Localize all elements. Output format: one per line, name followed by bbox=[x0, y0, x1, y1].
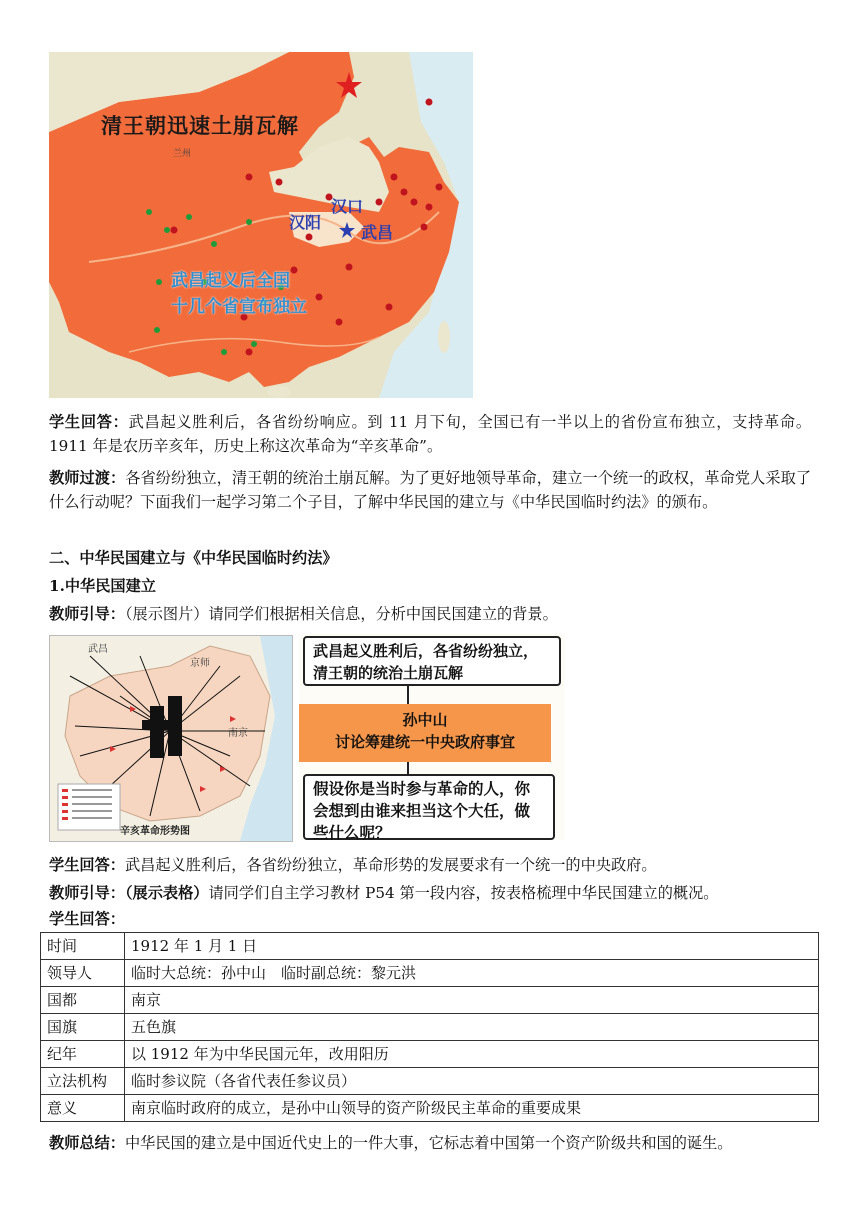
para-label: 教师引导： bbox=[49, 605, 125, 623]
flow-connector-2 bbox=[407, 762, 409, 774]
xinhai-map-caption: 辛亥革命形势图 bbox=[120, 826, 190, 837]
section-heading: 二、中华民国建立与《中华民国临时约法》 bbox=[49, 549, 338, 567]
para-label: 教师引导： bbox=[49, 884, 125, 902]
flow-box-sun-yatsen bbox=[299, 704, 551, 762]
para-text: 请同学们自主学习教材 P54 第一段内容，按表格梳理中华民国建立的概况。 bbox=[208, 884, 719, 902]
para-label: 学生回答： bbox=[49, 413, 129, 431]
table-key-cell: 时间 bbox=[41, 933, 125, 960]
table-value-cell: 南京 bbox=[125, 987, 819, 1014]
para-text: 各省纷纷独立，清王朝的统治土崩瓦解。为了更好地领导革命，建立一个统一的政权，革命党人采取了什么行动呢？下面我们一起学习第二个子目，了解中华民国的建立与《中华民国临时约法》的颁布。 bbox=[49, 469, 812, 511]
teacher-transition bbox=[49, 466, 811, 514]
xinhai-revolution-map bbox=[49, 635, 293, 842]
table-key-cell: 国都 bbox=[41, 987, 125, 1014]
table-key-cell: 意义 bbox=[41, 1095, 125, 1122]
student-answer-1 bbox=[49, 410, 811, 458]
para-label: 教师总结： bbox=[49, 1134, 125, 1152]
student-answer-3 bbox=[49, 907, 811, 931]
table-row bbox=[41, 1068, 819, 1095]
para-label: 教师过渡： bbox=[49, 469, 126, 487]
map-title: 清王朝迅速土崩瓦解 bbox=[101, 113, 299, 138]
map-subtitle bbox=[171, 268, 307, 320]
table-row bbox=[41, 960, 819, 987]
para-text: （展示图片）请同学们根据相关信息，分析中国民国建立的背景。 bbox=[124, 605, 558, 623]
flow-diagram bbox=[299, 634, 565, 840]
table-value-cell: 临时大总统：孙中山 临时副总统：黎元洪 bbox=[125, 960, 819, 987]
flow-box-sun-line2: 讨论筹建统一中央政府事宜 bbox=[334, 733, 515, 751]
map-label-hankou: 汉口 bbox=[331, 197, 364, 216]
table-row bbox=[41, 1014, 819, 1041]
table-row bbox=[41, 987, 819, 1014]
fig2-label-nanjing: 南京 bbox=[228, 728, 248, 739]
table-key-cell: 立法机构 bbox=[41, 1068, 125, 1095]
para-text: 武昌起义胜利后，各省纷纷响应。到 11 月下旬，全国已有一半以上的省份宣布独立，支持革命。1911 年是农历辛亥年，历史上称这次革命为“辛亥革命”。 bbox=[49, 413, 812, 455]
flow-box-sun-line1: 孙中山 bbox=[402, 711, 448, 729]
xinhai-map-graphic bbox=[50, 636, 292, 841]
fig2-label-beijing: 京师 bbox=[190, 658, 210, 669]
teacher-guide-2 bbox=[49, 881, 811, 905]
table-value-cell: 以 1912 年为中华民国元年，改用阳历 bbox=[125, 1041, 819, 1068]
table-value-cell: 五色旗 bbox=[125, 1014, 819, 1041]
roc-founding-table bbox=[40, 932, 819, 1122]
teacher-guide-1 bbox=[49, 602, 811, 626]
table-key-cell: 国旗 bbox=[41, 1014, 125, 1041]
table-value-cell: 1912 年 1 月 1 日 bbox=[125, 933, 819, 960]
flow-box-question: 假设你是当时参与革命的人，你会想到由谁来担当这个大任，做些什么呢？ bbox=[303, 774, 555, 840]
table-value-cell: 南京临时政府的成立，是孙中山领导的资产阶级民主革命的重要成果 bbox=[125, 1095, 819, 1122]
table-row bbox=[41, 1041, 819, 1068]
table-row bbox=[41, 933, 819, 960]
table-key-cell: 纪年 bbox=[41, 1041, 125, 1068]
map-qing-collapse bbox=[49, 52, 473, 398]
para-text: 中华民国的建立是中国近代史上的一件大事，它标志着中国第一个资产阶级共和国的诞生。 bbox=[124, 1134, 733, 1152]
map-subtitle-line2: 十几个省宣布独立 bbox=[171, 297, 307, 317]
para-label: 学生回答： bbox=[49, 910, 125, 928]
map-subtitle-line1: 武昌起义后全国 bbox=[171, 271, 290, 291]
table-row bbox=[41, 1095, 819, 1122]
student-answer-2 bbox=[49, 853, 811, 877]
table-value-cell: 临时参议院（各省代表任参议员） bbox=[125, 1068, 819, 1095]
map-graphic bbox=[49, 52, 473, 398]
map-label-lanzhou: 兰州 bbox=[173, 149, 192, 159]
para-label: 学生回答： bbox=[49, 856, 125, 874]
fig2-label-wuchang: 武昌 bbox=[88, 644, 108, 655]
para-bold-text: （展示表格） bbox=[124, 884, 209, 902]
teacher-summary bbox=[49, 1131, 819, 1155]
subsection-heading: 1.中华民国建立 bbox=[49, 577, 156, 595]
flow-connector-1 bbox=[407, 686, 409, 704]
para-text: 武昌起义胜利后，各省纷纷独立，革命形势的发展要求有一个统一的中央政府。 bbox=[124, 856, 657, 874]
map-label-wuchang: 武昌 bbox=[361, 223, 394, 242]
map-label-hanyang: 汉阳 bbox=[289, 213, 322, 232]
flow-box-background: 武昌起义胜利后，各省纷纷独立，清王朝的统治土崩瓦解 bbox=[303, 636, 561, 686]
table-key-cell: 领导人 bbox=[41, 960, 125, 987]
